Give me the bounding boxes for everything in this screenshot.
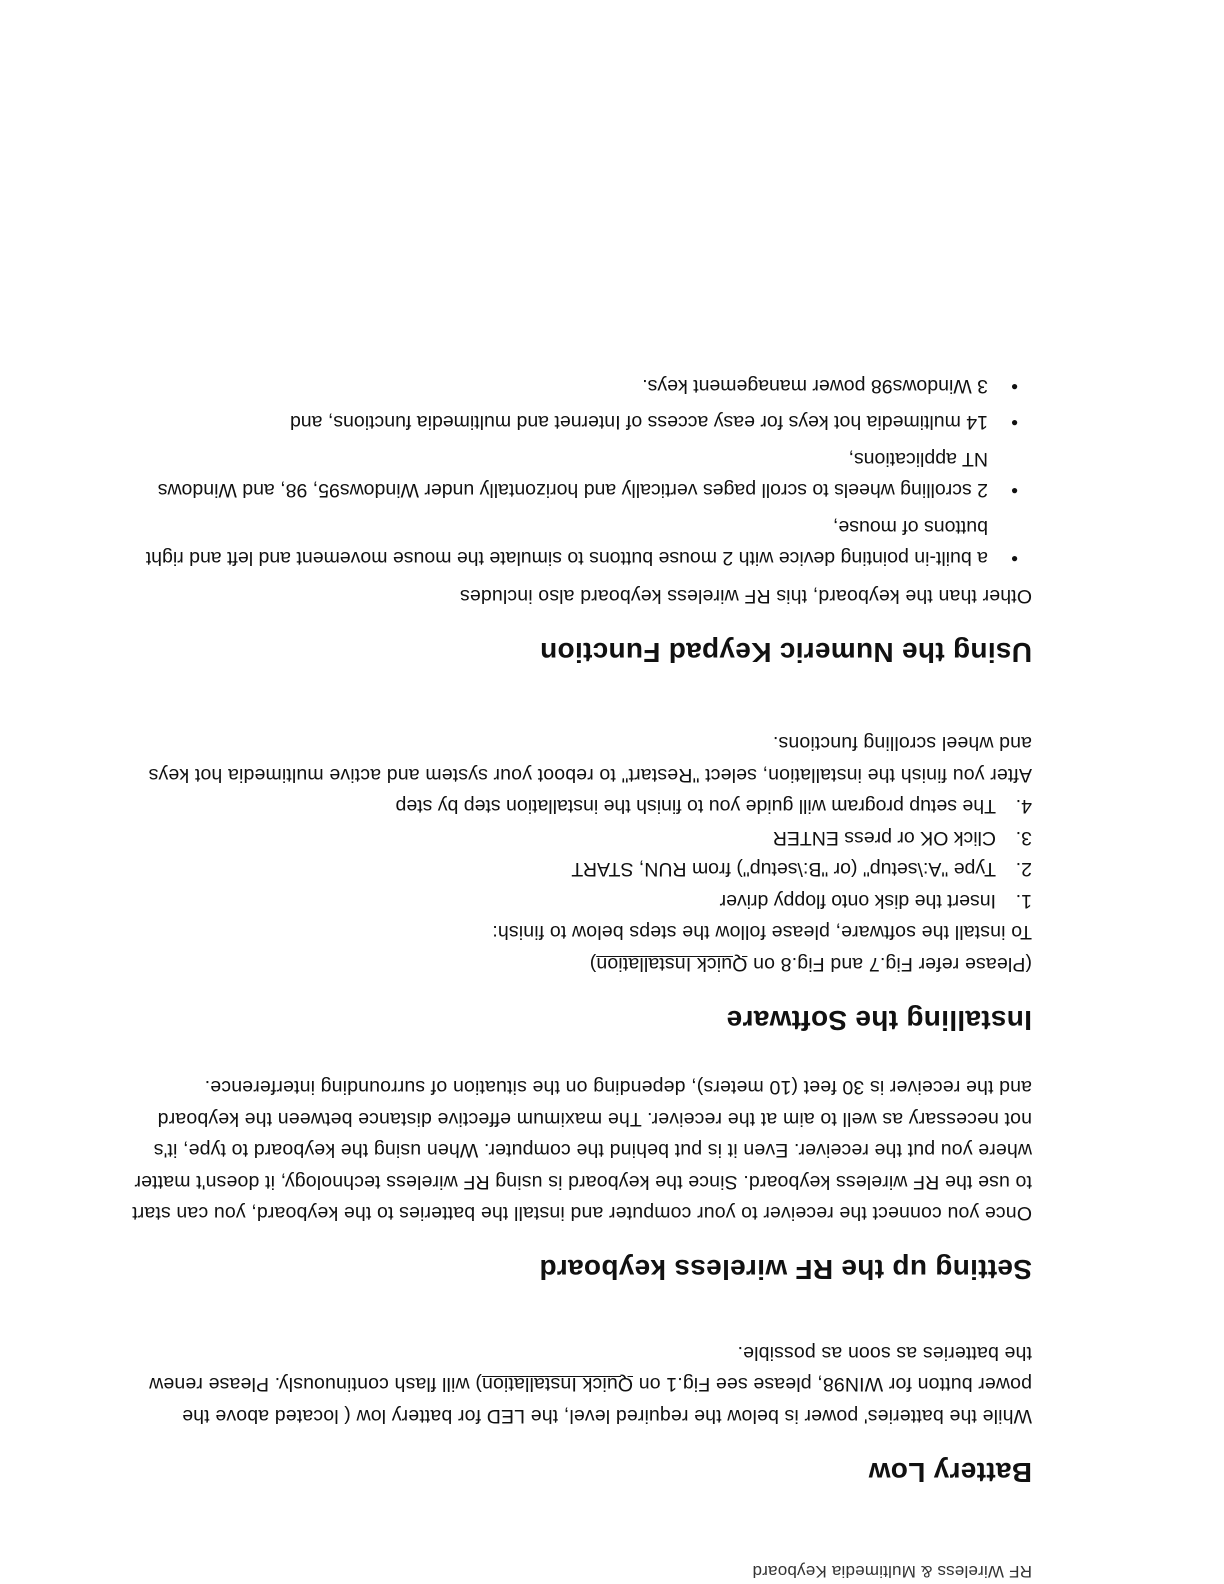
- install-ref-link: Quick Installation: [596, 953, 748, 975]
- numeric-intro: Other than the keyboard, this RF wireless keyboard also includes: [459, 585, 1032, 607]
- section-install: [132, 727, 1032, 1037]
- battery-low-title: Battery Low: [868, 1457, 1032, 1488]
- section-battery-low: [132, 1337, 1032, 1490]
- step-text: Click OK or press ENTER: [772, 827, 996, 849]
- feature-list: [132, 370, 1032, 574]
- numeric-title: Using the Numeric Keypad Function: [539, 637, 1032, 668]
- setup-body: Once you connect the receiver to your computer and install the batteries to the keyboard, you can start to use the RF wireless keyboard. Since the keyboard is using RF wireless technology, it doesn't matter where you put the receiver. Even it is put behind the computer. When using the keyboard to type, it's not necessary as well to aim at the receiver. The maximum effective distance between the keyboard and the receiver is 30 feet (10 meters), depending on the situation of surrounding interference.: [132, 1076, 1032, 1225]
- battery-low-body-post: ) will flash continuously. Please renew the batteries as soon as possible.: [149, 1342, 1032, 1396]
- install-after: After you finish the installation, select "Restart" to reboot your system and active multimedia hot keys and wheel scrolling functions.: [148, 732, 1032, 786]
- running-header: RF Wireless & Multimedia Keyboard: [752, 1562, 1032, 1581]
- bullet-icon: •: [1011, 547, 1018, 570]
- install-step: [132, 853, 1032, 885]
- bullet-icon: •: [1011, 411, 1018, 434]
- document-content: [132, 365, 1032, 1490]
- install-steps: [132, 790, 1032, 916]
- install-step: [132, 885, 1032, 917]
- section-numeric-keypad: [132, 370, 1032, 670]
- install-step: [132, 790, 1032, 822]
- step-text: Insert the disk onto floppy driver: [719, 890, 996, 912]
- feature-text: 3 Windows98 power management keys.: [642, 375, 988, 397]
- feature-text: 2 scrolling wheels to scroll pages vertically and horizontally under Windows95, 98, and Windows NT applications,: [157, 448, 988, 502]
- step-number: 2.: [1015, 858, 1032, 881]
- quick-installation-link: Quick Installation: [481, 1373, 634, 1396]
- install-ref-post: ): [589, 953, 597, 975]
- feature-item: [132, 443, 1032, 506]
- install-ref-pre: (Please refer Fig.7 and Fig.8 on: [747, 953, 1032, 975]
- battery-low-body: [132, 1337, 1032, 1432]
- feature-item: [132, 370, 1032, 402]
- bullet-icon: •: [1011, 479, 1018, 502]
- battery-low-body-pre: While the batteries' power is below the required level, the LED for battery low ( located above the power button for WIN98, please see Fig.1 on: [182, 1373, 1032, 1427]
- install-reference: [132, 948, 1032, 980]
- install-step: [132, 822, 1032, 854]
- feature-text: 14 multimedia hot keys for easy access of Internet and multimedia functions, and: [289, 411, 988, 434]
- step-number: 1.: [1015, 890, 1032, 912]
- setup-title: Setting up the RF wireless keyboard: [539, 1254, 1032, 1286]
- step-number: 4.: [1015, 795, 1032, 818]
- install-intro: To install the software, please follow the steps below to finish:: [492, 921, 1032, 944]
- bullet-icon: •: [1011, 375, 1018, 397]
- step-text: Type "A:\setup" (or "B:\setup") from RUN, START: [571, 858, 996, 881]
- section-setup: [132, 1071, 1032, 1287]
- step-number: 3.: [1015, 827, 1032, 849]
- step-text: The setup program will guide you to finish the installation step by step: [395, 795, 996, 818]
- feature-item: [132, 406, 1032, 438]
- feature-item: [132, 511, 1032, 574]
- install-title: Installing the Software: [726, 1005, 1032, 1036]
- feature-text: a built-in pointing device with 2 mouse buttons to simulate the mouse movement and left and right buttons of mouse,: [145, 516, 988, 570]
